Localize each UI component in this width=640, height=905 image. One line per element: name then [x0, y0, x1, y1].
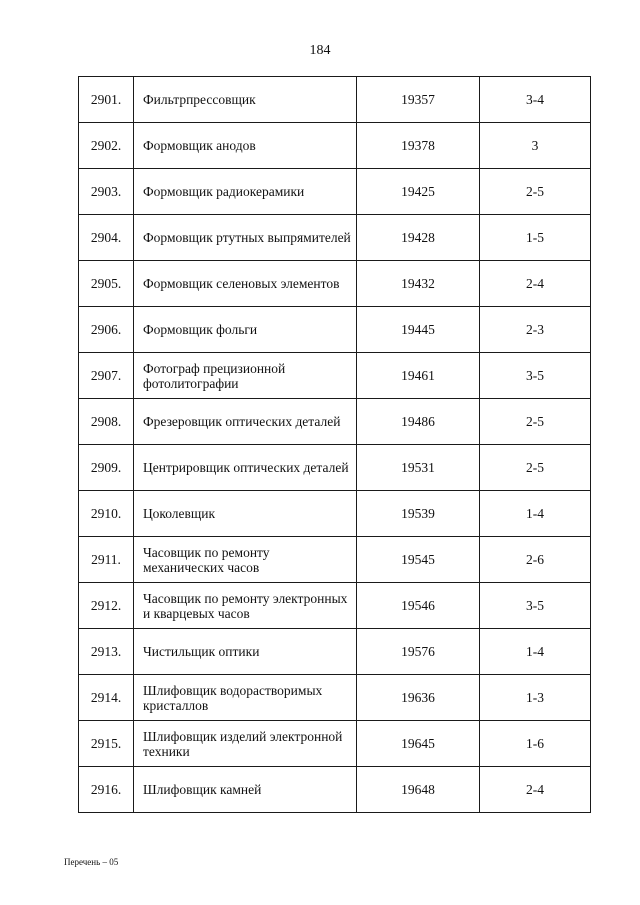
grade-range-cell: 3-4 [480, 77, 591, 123]
table-row [79, 353, 591, 399]
profession-table [78, 76, 591, 813]
grade-range-cell: 2-5 [480, 445, 591, 491]
profession-name-cell: Чистильщик оптики [134, 629, 357, 675]
grade-range-cell: 1-3 [480, 675, 591, 721]
footer-label: Перечень – 05 [64, 857, 119, 867]
profession-name-cell: Формовщик фольги [134, 307, 357, 353]
profession-name-cell: Формовщик селеновых элементов [134, 261, 357, 307]
row-number-cell: 2907. [79, 353, 134, 399]
grade-range-cell: 1-4 [480, 491, 591, 537]
grade-range-cell: 1-6 [480, 721, 591, 767]
profession-code-cell: 19546 [357, 583, 480, 629]
profession-name-cell: Цоколевщик [134, 491, 357, 537]
row-number-cell: 2916. [79, 767, 134, 813]
grade-range-cell: 2-6 [480, 537, 591, 583]
row-number-cell: 2913. [79, 629, 134, 675]
table-row [79, 169, 591, 215]
table-row [79, 399, 591, 445]
profession-code-cell: 19636 [357, 675, 480, 721]
row-number-cell: 2905. [79, 261, 134, 307]
profession-name-cell: Формовщик ртутных выпрямителей [134, 215, 357, 261]
grade-range-cell: 2-5 [480, 399, 591, 445]
page-number: 184 [309, 43, 331, 58]
profession-name-cell: Центрировщик оптических деталей [134, 445, 357, 491]
row-number-cell: 2902. [79, 123, 134, 169]
profession-code-cell: 19545 [357, 537, 480, 583]
row-number-cell: 2914. [79, 675, 134, 721]
grade-range-cell: 3-5 [480, 583, 591, 629]
profession-code-cell: 19531 [357, 445, 480, 491]
table-row [79, 583, 591, 629]
grade-range-cell: 2-4 [480, 767, 591, 813]
profession-name-cell: Часовщик по ремонту механических часов [134, 537, 357, 583]
profession-code-cell: 19445 [357, 307, 480, 353]
row-number-cell: 2911. [79, 537, 134, 583]
profession-name-cell: Шлифовщик изделий электронной техники [134, 721, 357, 767]
profession-name-cell: Фрезеровщик оптических деталей [134, 399, 357, 445]
row-number-cell: 2915. [79, 721, 134, 767]
profession-name-cell: Шлифовщик камней [134, 767, 357, 813]
grade-range-cell: 2-3 [480, 307, 591, 353]
profession-code-cell: 19576 [357, 629, 480, 675]
profession-code-cell: 19378 [357, 123, 480, 169]
profession-code-cell: 19425 [357, 169, 480, 215]
row-number-cell: 2903. [79, 169, 134, 215]
table-row [79, 445, 591, 491]
profession-name-cell: Шлифовщик водорастворимых кристаллов [134, 675, 357, 721]
profession-code-cell: 19486 [357, 399, 480, 445]
grade-range-cell: 1-4 [480, 629, 591, 675]
table-row [79, 123, 591, 169]
table-row [79, 215, 591, 261]
profession-code-cell: 19432 [357, 261, 480, 307]
table-row [79, 767, 591, 813]
table-row [79, 537, 591, 583]
profession-name-cell: Часовщик по ремонту электронных и кварцевых часов [134, 583, 357, 629]
profession-name-cell: Формовщик радиокерамики [134, 169, 357, 215]
profession-code-cell: 19428 [357, 215, 480, 261]
row-number-cell: 2906. [79, 307, 134, 353]
table-row [79, 675, 591, 721]
grade-range-cell: 3 [480, 123, 591, 169]
row-number-cell: 2908. [79, 399, 134, 445]
grade-range-cell: 1-5 [480, 215, 591, 261]
row-number-cell: 2904. [79, 215, 134, 261]
table-row [79, 307, 591, 353]
table-row [79, 491, 591, 537]
row-number-cell: 2901. [79, 77, 134, 123]
row-number-cell: 2909. [79, 445, 134, 491]
grade-range-cell: 2-5 [480, 169, 591, 215]
profession-code-cell: 19357 [357, 77, 480, 123]
table-row [79, 77, 591, 123]
row-number-cell: 2910. [79, 491, 134, 537]
profession-name-cell: Фотограф прецизионной фотолитографии [134, 353, 357, 399]
table-body [79, 77, 591, 813]
profession-code-cell: 19648 [357, 767, 480, 813]
profession-code-cell: 19461 [357, 353, 480, 399]
row-number-cell: 2912. [79, 583, 134, 629]
table-row [79, 721, 591, 767]
grade-range-cell: 3-5 [480, 353, 591, 399]
profession-code-cell: 19539 [357, 491, 480, 537]
table-row [79, 261, 591, 307]
table-row [79, 629, 591, 675]
grade-range-cell: 2-4 [480, 261, 591, 307]
profession-name-cell: Формовщик анодов [134, 123, 357, 169]
profession-code-cell: 19645 [357, 721, 480, 767]
profession-name-cell: Фильтрпрессовщик [134, 77, 357, 123]
